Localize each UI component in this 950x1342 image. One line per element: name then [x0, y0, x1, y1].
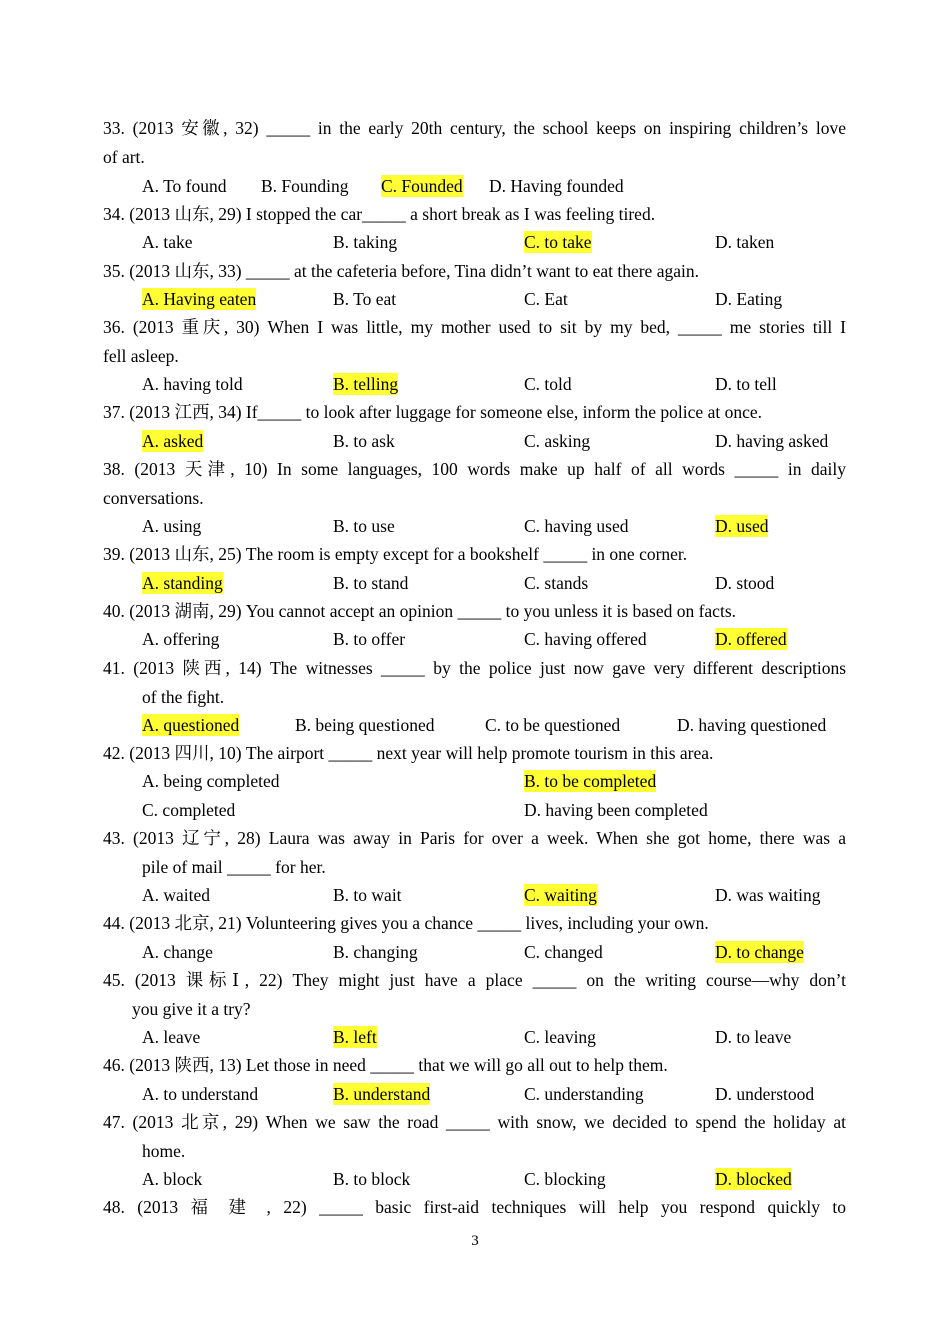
question-stem: 43. (2013 辽宁, 28) Laura was away in Paris for over a week. When she got home, there was a: [103, 828, 846, 848]
question-stem: 46. (2013 陕西, 13) Let those in need _____ that we will go all out to help them.: [103, 1055, 668, 1075]
answer-option: B. taking: [333, 232, 398, 252]
answer-option: B. to stand: [333, 573, 409, 593]
answer-option: D. Eating: [715, 289, 783, 309]
answer-option: D. having questioned: [677, 715, 827, 735]
question-stem: 37. (2013 江西, 34) If_____ to look after luggage for someone else, inform the police at once.: [103, 402, 762, 422]
answer-option: A. leave: [142, 1027, 201, 1047]
answer-option-highlighted: B. understand: [333, 1084, 431, 1104]
answer-option: D. stood: [715, 573, 775, 593]
answer-option: A. block: [142, 1169, 203, 1189]
question-stem: 42. (2013 四川, 10) The airport _____ next year will help promote tourism in this area.: [103, 743, 714, 763]
answer-option: D. having asked: [715, 431, 829, 451]
answer-option: C. stands: [524, 573, 589, 593]
answer-option: C. leaving: [524, 1027, 596, 1047]
question-stem: 34. (2013 山东, 29) I stopped the car_____ a short break as I was feeling tired.: [103, 204, 656, 224]
answer-option: D. to leave: [715, 1027, 792, 1047]
question-stem: 47. (2013 北京, 29) When we saw the road _____ with snow, we decided to spend the holiday at: [103, 1112, 846, 1132]
answer-option: B. to block: [333, 1169, 411, 1189]
answer-option: A. change: [142, 942, 213, 962]
answer-option-highlighted: D. to change: [715, 942, 804, 962]
answer-option: D. to tell: [715, 374, 777, 394]
answer-option: C. completed: [142, 800, 236, 820]
answer-option: B. to use: [333, 516, 395, 536]
answer-option: B. Founding: [261, 176, 349, 196]
answer-option-highlighted: C. Founded: [381, 176, 463, 196]
answer-option: D. taken: [715, 232, 775, 252]
answer-option: A. being completed: [142, 771, 280, 791]
answer-option-highlighted: D. used: [715, 516, 769, 536]
question-stem-continuation: pile of mail _____ for her.: [142, 856, 326, 877]
question-stem: 33. (2013 安徽, 32) _____ in the early 20th century, the school keeps on inspiring children’s love: [103, 118, 846, 138]
answer-option-highlighted: B. left: [333, 1027, 377, 1047]
question-stem: 38. (2013 天津, 10) In some languages, 100 words make up half of all words _____ in daily: [103, 459, 846, 479]
question-stem-continuation: fell asleep.: [103, 345, 179, 366]
answer-option: D. Having founded: [489, 176, 624, 196]
answer-option-highlighted: D. blocked: [715, 1169, 792, 1189]
question-stem: 40. (2013 湖南, 29) You cannot accept an opinion _____ to you unless it is based on facts.: [103, 601, 736, 621]
answer-option: C. having used: [524, 516, 629, 536]
question-stem: 35. (2013 山东, 33) _____ at the cafeteria before, Tina didn’t want to eat there again.: [103, 261, 699, 281]
answer-option-highlighted: A. standing: [142, 573, 223, 593]
question-stem-continuation: of art.: [103, 146, 145, 167]
question-stem: 45. (2013 课标Ⅰ, 22) They might just have a place _____ on the writing course—why don’t: [103, 970, 846, 990]
answer-option: A. offering: [142, 629, 220, 649]
answer-option: B. being questioned: [295, 715, 435, 735]
answer-option: B. to wait: [333, 885, 402, 905]
question-stem-continuation: you give it a try?: [132, 998, 251, 1019]
answer-option-highlighted: D. offered: [715, 629, 787, 649]
answer-option: D. having been completed: [524, 800, 708, 820]
answer-option: D. was waiting: [715, 885, 821, 905]
question-stem-continuation: home.: [142, 1140, 186, 1161]
question-stem: 36. (2013 重庆, 30) When I was little, my mother used to sit by my bed, _____ me stories till I: [103, 317, 846, 337]
answer-option: A. using: [142, 516, 202, 536]
question-stem: 39. (2013 山东, 25) The room is empty except for a bookshelf _____ in one corner.: [103, 544, 688, 564]
answer-option-highlighted: C. waiting: [524, 885, 597, 905]
answer-option-highlighted: A. asked: [142, 431, 204, 451]
answer-option: C. Eat: [524, 289, 568, 309]
answer-option: D. understood: [715, 1084, 815, 1104]
question-stem: 41. (2013 陕西, 14) The witnesses _____ by the police just now gave very different descriptions: [103, 658, 846, 678]
answer-option: A. take: [142, 232, 193, 252]
question-stem-continuation: conversations.: [103, 487, 204, 508]
answer-option-highlighted: B. to be completed: [524, 771, 657, 791]
answer-option: C. understanding: [524, 1084, 644, 1104]
answer-option: B. changing: [333, 942, 418, 962]
answer-option-highlighted: B. telling: [333, 374, 399, 394]
answer-option: C. having offered: [524, 629, 647, 649]
question-stem: 44. (2013 北京, 21) Volunteering gives you a chance _____ lives, including your own.: [103, 913, 709, 933]
answer-option: C. asking: [524, 431, 591, 451]
answer-option-highlighted: C. to take: [524, 232, 592, 252]
answer-option: C. blocking: [524, 1169, 606, 1189]
question-stem: 48. (2013 福 建 , 22) _____ basic first-aid techniques will help you respond quickly to: [103, 1197, 846, 1217]
answer-option: A. waited: [142, 885, 211, 905]
answer-option-highlighted: A. questioned: [142, 715, 240, 735]
answer-option: A. To found: [142, 176, 227, 196]
answer-option: A. having told: [142, 374, 243, 394]
answer-option: C. to be questioned: [485, 715, 621, 735]
answer-option: B. to offer: [333, 629, 406, 649]
answer-option: B. to ask: [333, 431, 395, 451]
question-stem-continuation: of the fight.: [142, 686, 225, 707]
answer-option: C. changed: [524, 942, 603, 962]
page-number: 3: [471, 1233, 479, 1249]
answer-option: C. told: [524, 374, 572, 394]
answer-option: B. To eat: [333, 289, 397, 309]
answer-option: A. to understand: [142, 1084, 259, 1104]
answer-option-highlighted: A. Having eaten: [142, 289, 257, 309]
